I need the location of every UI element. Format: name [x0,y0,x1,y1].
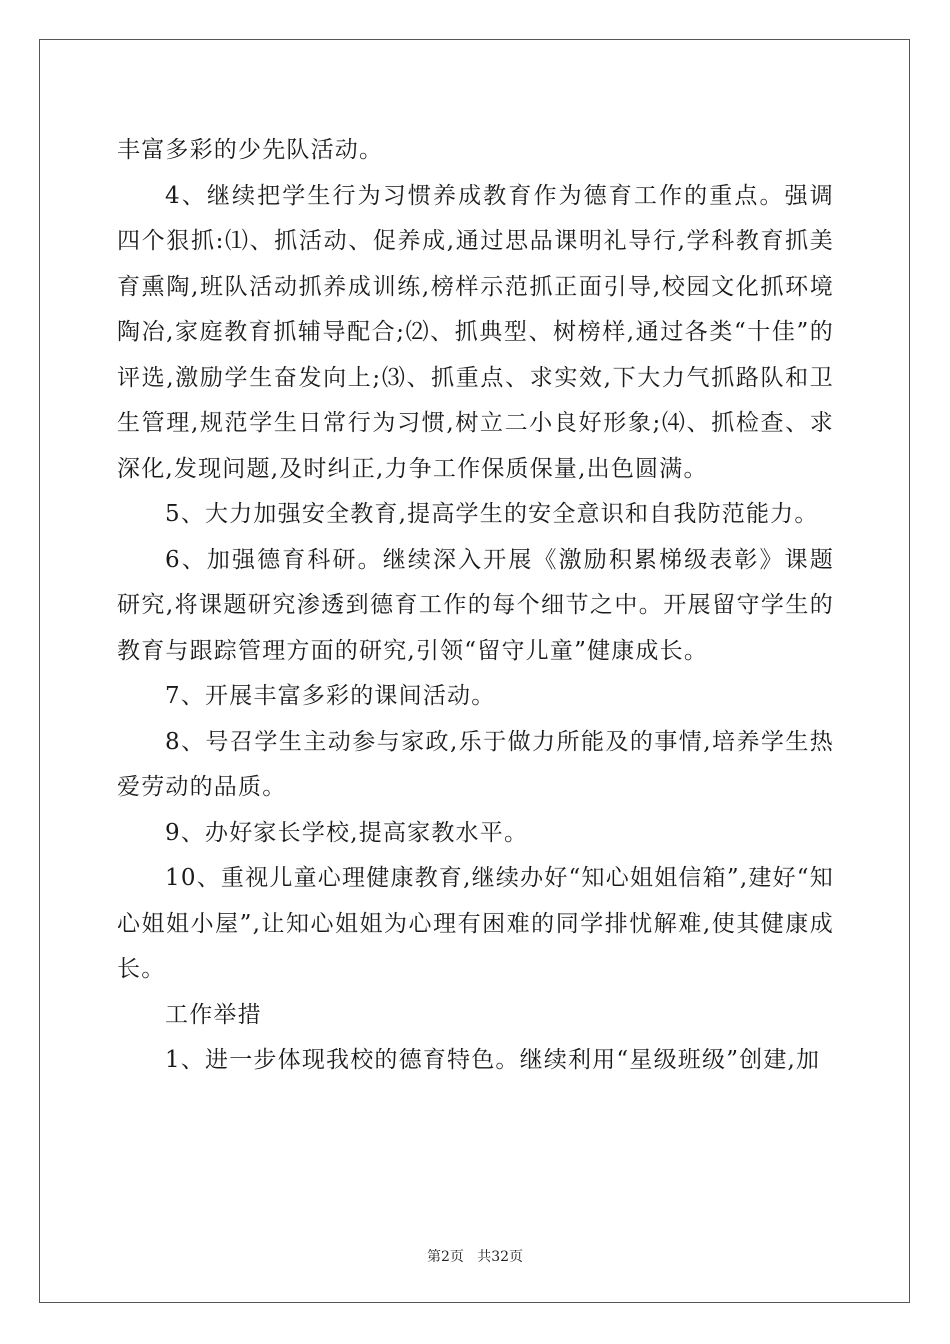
paragraph-7: 9、办好家长学校,提高家教水平。 [165,819,529,846]
paragraph-6: 8、号召学生主动参与家政,乐于做力所能及的事情,培养学生热爱劳动的品质。 [117,728,834,800]
paragraph-5: 7、开展丰富多彩的课间活动。 [165,683,496,709]
page-number-footer: 第2页 共32页 [426,1249,524,1265]
paragraph-8: 10、重视儿童心理健康教育,继续办好“知心姐姐信箱”,建好“知心姐姐小屋”,让知心姐姐为心理有困难的同学排忧解难,使其健康成长。 [117,865,834,982]
paragraph-2: 4、继续把学生行为习惯养成教育作为德育工作的重点。强调四个狠抓:⑴、抓活动、促养成,通过思品课明礼导行,学科教育抓美育熏陶,班队活动抓养成训练,榜样示范抓正面引导,校园文化抓环境陶冶,家庭教育抓辅导配合;⑵、抓典型、树榜样,通过各类“十佳”的评选,激励学生奋发向上;⑶、抓重点、求实效,下大力气抓路队和卫生管理,规范学生日常行为习惯,树立二小良好形象;⑷、抓检查、求深化,发现问题,及时纠正,力争工作保质保量,出色圆满。 [117,182,834,482]
document-body [117,128,834,1084]
paragraph-3: 5、大力加强安全教育,提高学生的安全意识和自我防范能力。 [165,501,819,527]
paragraph-1: 丰富多彩的少先队活动。 [117,137,384,163]
paragraph-9: 1、进一步体现我校的德育特色。继续利用“星级班级”创建,加 [165,1047,821,1073]
paragraph-4: 6、加强德育科研。继续深入开展《激励积累梯级表彰》课题研究,将课题研究渗透到德育工作的每个细节之中。开展留守学生的教育与跟踪管理方面的研究,引领“留守儿童”健康成长。 [117,546,834,664]
section-heading: 工作举措 [165,1001,262,1028]
